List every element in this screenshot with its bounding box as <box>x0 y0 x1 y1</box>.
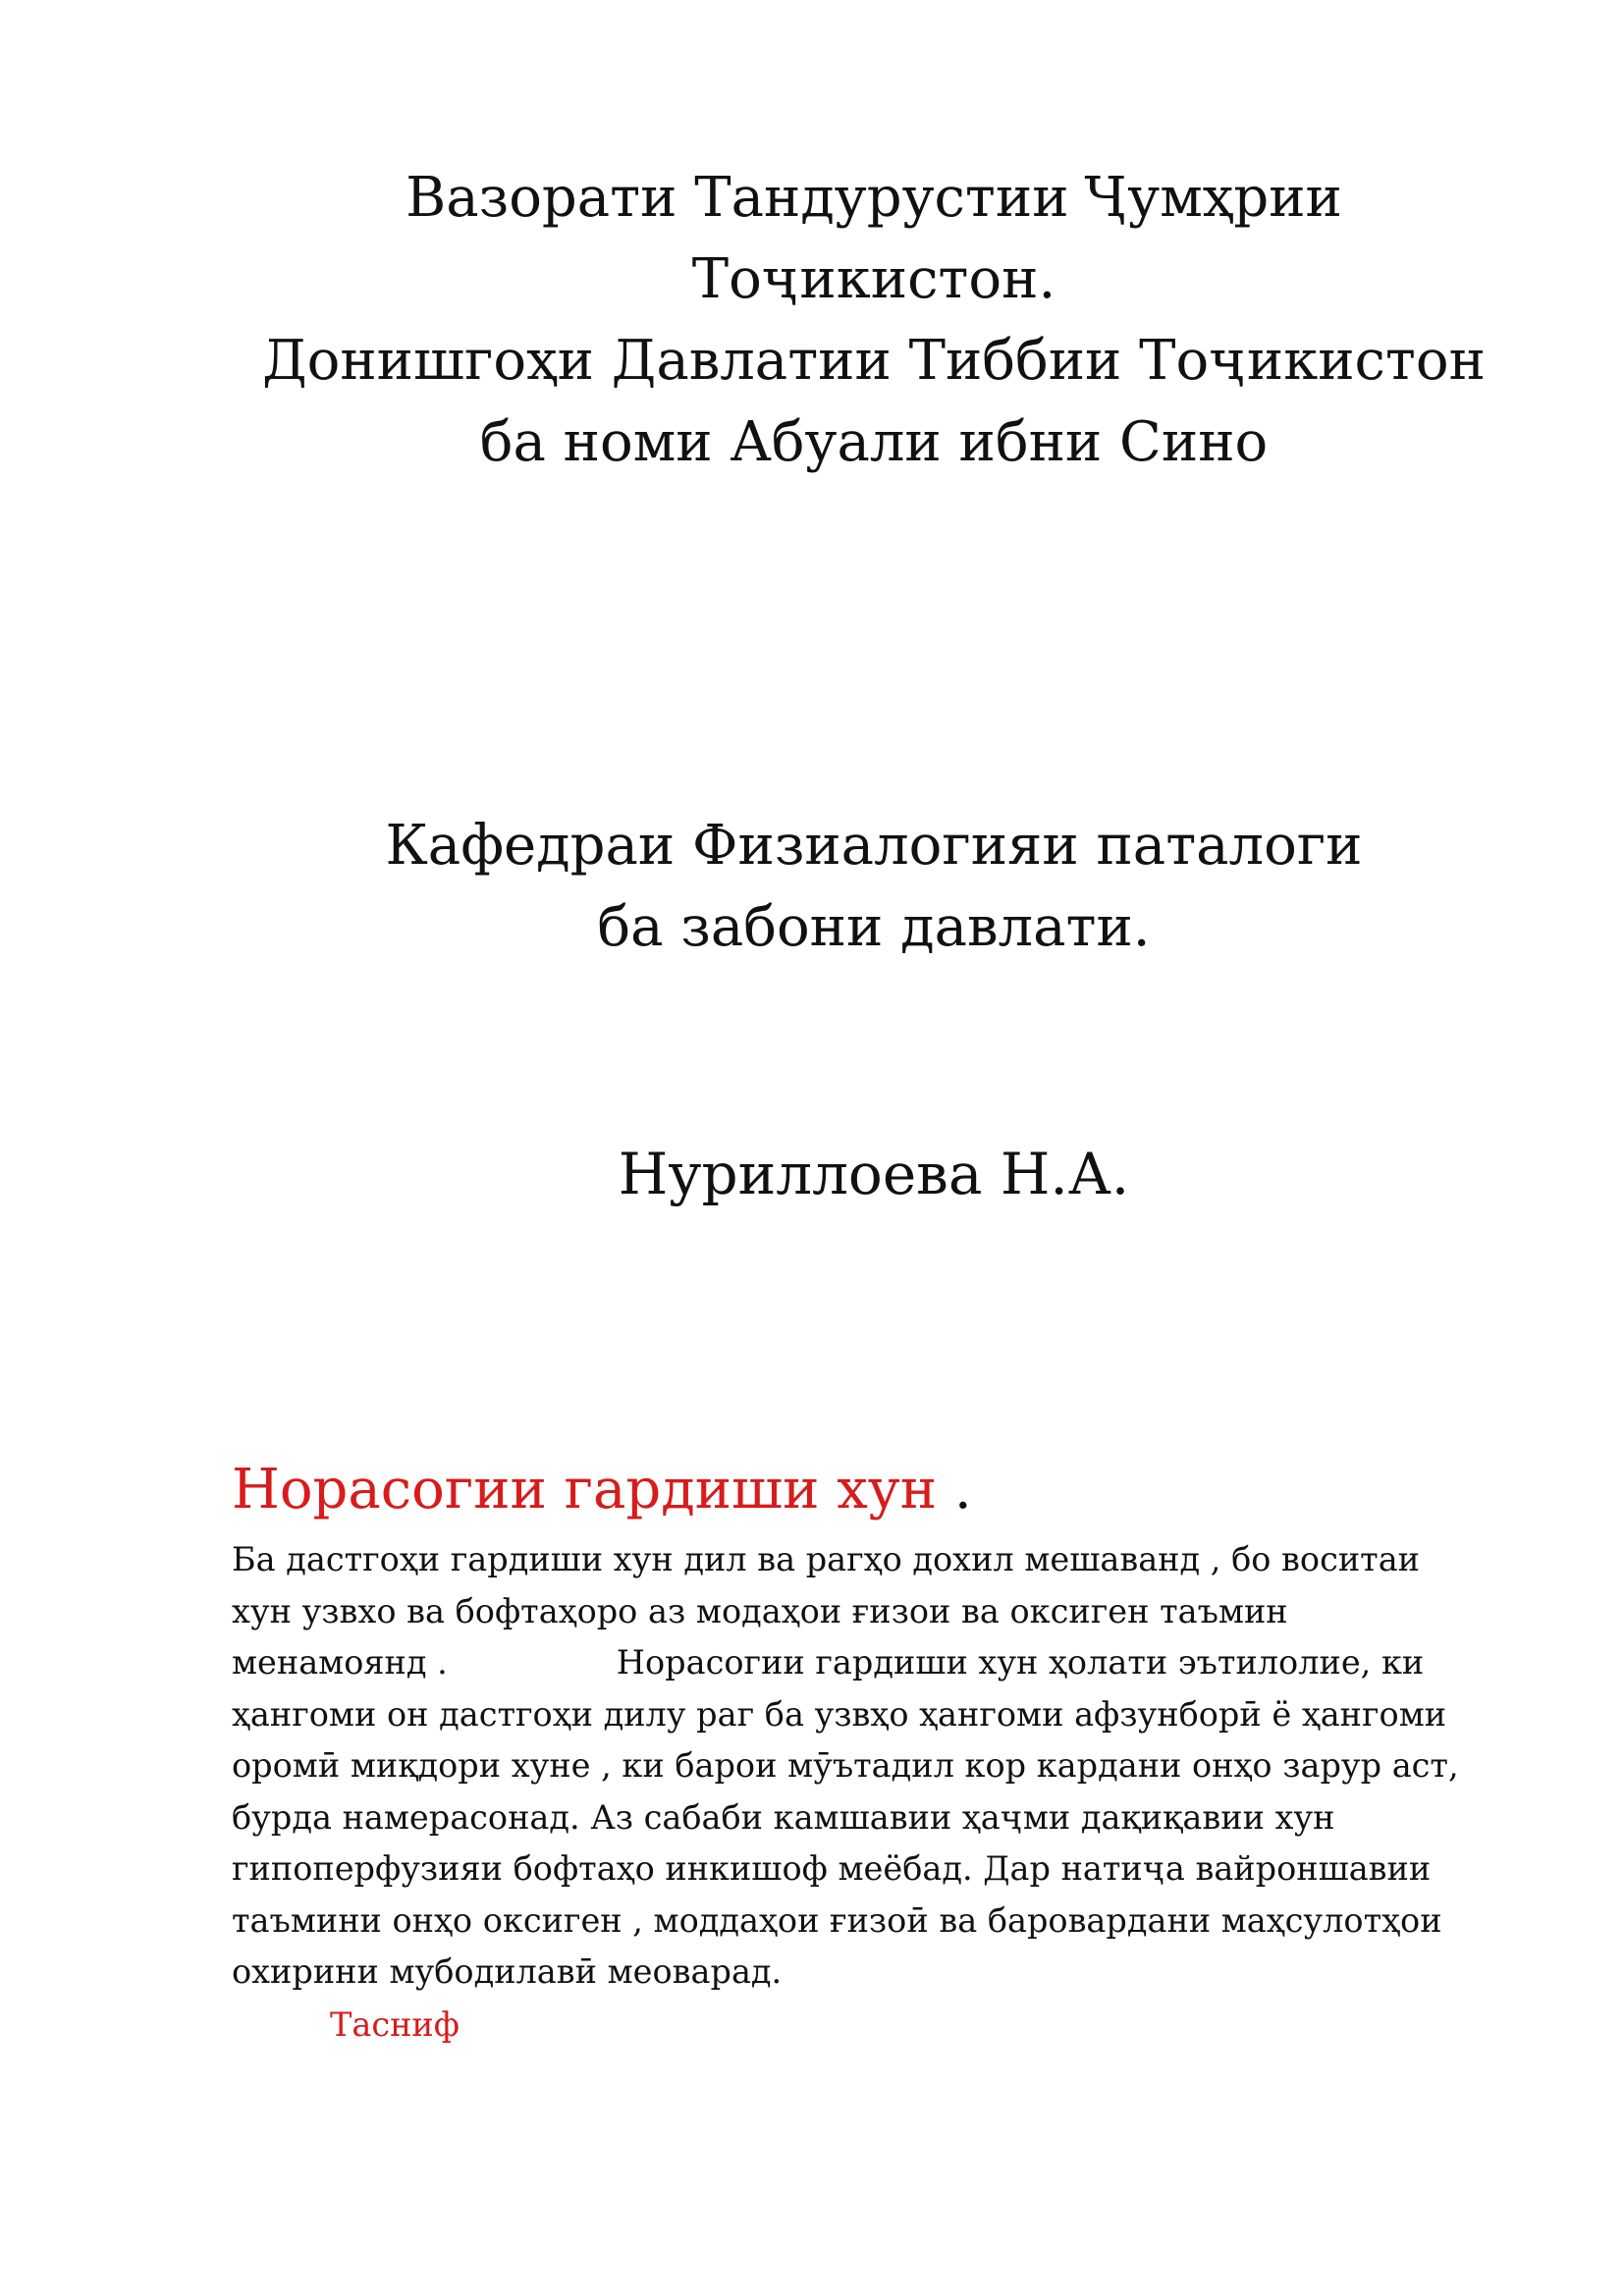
topic-title-text: Норасогии гардиши хун <box>232 1458 938 1522</box>
university-name-line: ба номи Абуали ибни Сино <box>479 410 1269 474</box>
department-block <box>157 805 1591 968</box>
body-line-8: таъмини онҳо оксиген , моддаҳои ғизоӣ ва баровардани маҳсулотҳои <box>232 1900 1442 1940</box>
body-line-3 <box>232 1637 1547 1689</box>
body-line-6: бурда намерасонад. Аз сабаби камшавии ҳаҷми дақиқавии хун <box>232 1797 1335 1837</box>
department-line-2: ба забони давлати. <box>597 895 1151 959</box>
body-line-4: ҳангоми он дастгоҳи дилу раг ба узвҳо ҳангоми афзунборӣ ё ҳангоми <box>232 1694 1447 1734</box>
body-line-3b: Норасогии гардиши хун ҳолати эътилолие, ки <box>616 1643 1425 1682</box>
body-line-7: гипоперфузияи бофтаҳо инкишоф меёбад. Дар натиҷа вайроншавии <box>232 1849 1432 1888</box>
body-line-9: охирини мубодилавӣ меоварад. <box>232 1952 783 1991</box>
university-line: Донишгоҳи Давлатии Тиббии Тоҷикистон <box>262 329 1486 393</box>
body-line-5: оромӣ миқдори хуне , ки барои мӯътадил кор кардани онҳо зарур аст, <box>232 1746 1459 1785</box>
country-line: Тоҷикистон. <box>691 247 1056 311</box>
body-line-1: Ба дастгоҳи гардиши хун дил ва рагҳо дохил мешаванд , бо воситаи <box>232 1540 1421 1578</box>
body-line-2: хун узвхо ва бофтаҳоро аз модаҳои ғизои ва оксиген таъмин <box>232 1591 1288 1630</box>
body-line-3a: менамоянд . <box>232 1643 448 1682</box>
institution-header <box>157 157 1591 483</box>
author-name: Нуриллоева Н.А. <box>618 1141 1130 1207</box>
body-paragraph <box>232 1534 1547 1999</box>
author-block <box>157 1134 1591 1215</box>
topic-title-suffix: . <box>937 1458 972 1522</box>
classification-subheading: Тасниф <box>330 2005 460 2044</box>
ministry-line: Вазорати Тандурустии Ҷумҳрии <box>406 166 1342 230</box>
topic-title <box>232 1451 972 1529</box>
department-line-1: Кафедраи Физиалогияи паталоги <box>385 814 1363 878</box>
